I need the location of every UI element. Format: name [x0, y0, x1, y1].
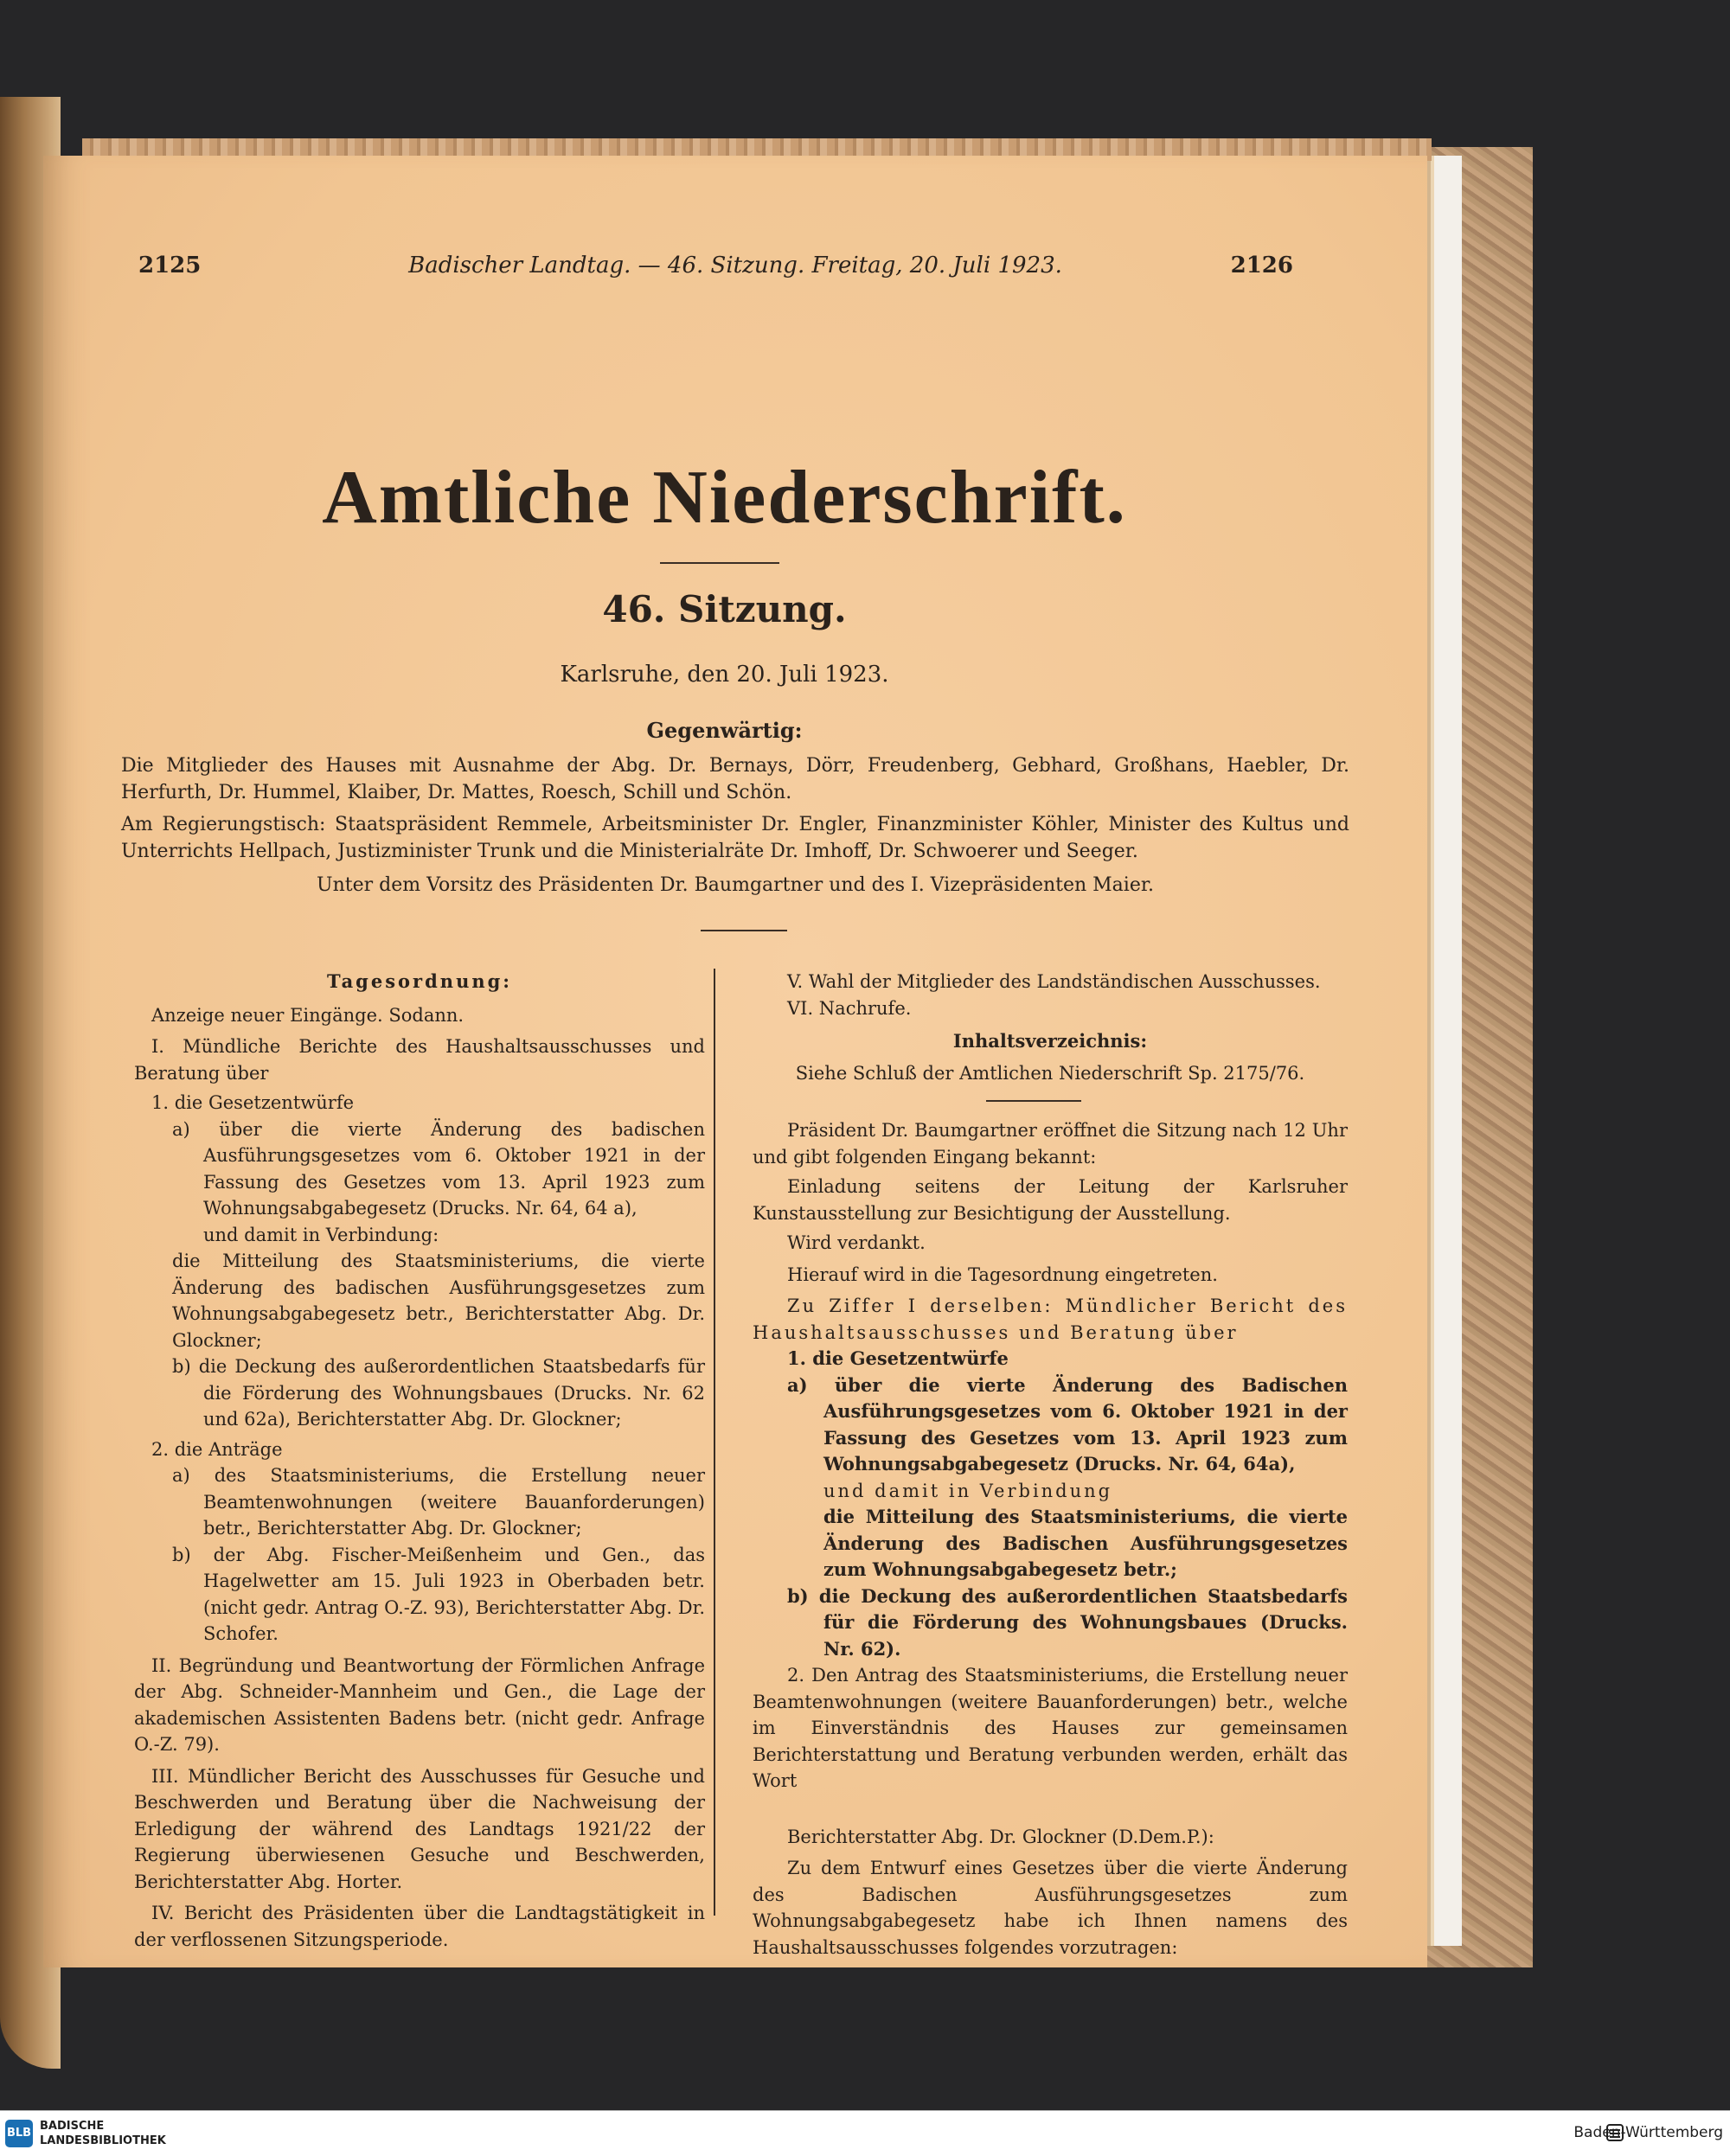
item-1-connection: und damit in Verbindung	[823, 1480, 1113, 1501]
library-name-line2: LANDESBIBLIOTHEK	[40, 2134, 166, 2147]
thanks-line: Wird verdankt.	[787, 1232, 926, 1253]
opening-paragraph: Präsident Dr. Baumgartner eröffnet die Sitzung nach 12 Uhr und gibt folgenden Eingang bekannt:	[753, 1120, 1348, 1168]
left-column	[134, 969, 705, 1953]
chair-paragraph: Unter dem Vorsitz des Präsidenten Dr. Baumgartner und des I. Vizepräsidenten Maier.	[317, 874, 1154, 896]
place-date: Karlsruhe, den 20. Juli 1923.	[560, 662, 889, 688]
item-1-paragraph: Zu Ziffer I derselben: Mündlicher Bericht des Haushaltsausschusses und Beratung über	[753, 1296, 1348, 1343]
title-divider	[660, 562, 779, 564]
agenda-item-5: V. Wahl der Mitglieder des Landständischen Ausschusses.	[787, 971, 1321, 992]
rapporteur-speech: Zu dem Entwurf eines Gesetzes über die vierte Änderung des Badischen Ausführungsgesetzes zum Wohnungsabgabegesetz habe ich Ihnen namens des Haushaltsausschusses folgendes vorzutragen:	[753, 1858, 1348, 1958]
item-1-draft-a: a) über die vierte Änderung des Badischen Ausführungsgesetzes vom 6. Oktober 1921 in der Fassung des Gesetzes vom 13. April 1923 zum Wohnungsabgabegesetz (Drucks. Nr. 64, 64a),	[787, 1373, 1348, 1475]
blb-logo[interactable]: BLB	[5, 2120, 33, 2147]
session-number: 46. Sitzung.	[602, 588, 847, 630]
agenda-item-1: I. Mündliche Berichte des Haushaltsausschusses und Beratung über	[134, 1036, 705, 1084]
rapporteur-line: Berichterstatter Abg. Dr. Glockner (D.Dem.P.):	[787, 1826, 1214, 1847]
agenda-item-6: VI. Nachrufe.	[787, 997, 912, 1019]
agenda-item-1-1a: a) über die vierte Änderung des badischen Ausführungsgesetzes vom 6. Oktober 1921 in der Fassung des Gesetzes vom 13. April 1923 zum Wohnungsabgabegesetz (Drucks. Nr. 64, 64 a),	[172, 1118, 705, 1219]
government-paragraph: Am Regierungstisch: Staatspräsident Remmele, Arbeitsminister Dr. Engler, Finanzminister Köhler, Minister des Kultus und Unterrichts Hellpach, Justizminister Trunk und die Ministerialräte Dr. Imhoff, Dr. Schwoerer und Seeger.	[121, 814, 1349, 862]
viewer-footer	[0, 2110, 1730, 2156]
present-heading: Gegenwärtig:	[646, 718, 803, 743]
agenda-entry-line: Hierauf wird in die Tagesordnung eingetreten.	[787, 1264, 1218, 1285]
item-1-communication: die Mitteilung des Staatsministeriums, die vierte Änderung des Badischen Ausführungsgesetzes zum Wohnungsabgabegesetz betr.;	[823, 1506, 1348, 1580]
agenda-communication: die Mitteilung des Staatsministeriums, die vierte Änderung des badischen Ausführungsgesetzes zum Wohnungsabgabegesetz betr., Berichterstatter Abg. Dr. Glockner;	[172, 1251, 705, 1351]
section-divider	[701, 930, 787, 931]
item-2-motion: 2. Den Antrag des Staatsministeriums, die Erstellung neuer Beamtenwohnungen (weitere Bauanforderungen) betr., welche im Einverständnis des Hauses zur gemeinsamen Berichterstattung und Beratung verbunden werden, erhält das Wort	[753, 1665, 1348, 1791]
agenda-item-2: II. Begründung und Beantwortung der Förmlichen Anfrage der Abg. Schneider-Mannheim und Gen., die Lage der akademischen Assistenten Badens betr. (nicht gedr. Anfrage O.-Z. 79).	[134, 1654, 705, 1755]
page-number-left: 2125	[138, 253, 202, 278]
state-name[interactable]: Baden-Württemberg	[1573, 2124, 1723, 2141]
members-paragraph: Die Mitglieder des Hauses mit Ausnahme der Abg. Dr. Bernays, Dörr, Freudenberg, Gebhard, Großhans, Haebler, Dr. Herfurth, Dr. Hummel, Klaiber, Dr. Mattes, Roesch, Schill und Schön.	[121, 755, 1349, 803]
agenda-item-4: IV. Bericht des Präsidenten über die Landtagstätigkeit in der verflossenen Sitzungsperiode.	[134, 1903, 705, 1950]
agenda-item-3: III. Mündlicher Bericht des Ausschusses für Gesuche und Beschwerden und Beratung über die Nachweisung der Erledigung der während des Landtags 1921/22 der Regierung überwiesenen Gesuche und Beschwerden, Berichterstatter Abg. Horter.	[134, 1765, 705, 1892]
item-1-drafts: 1. die Gesetzentwürfe	[787, 1347, 1009, 1369]
document-page	[43, 156, 1427, 1967]
right-column	[753, 969, 1348, 1961]
agenda-intro: Anzeige neuer Eingänge. Sodann.	[151, 1004, 465, 1026]
library-name-line1: BADISCHE	[40, 2120, 105, 2133]
contents-reference: Siehe Schluß der Amtlichen Niederschrift Sp. 2175/76.	[795, 1062, 1305, 1084]
library-name[interactable]	[40, 2119, 166, 2148]
contents-divider	[986, 1100, 1081, 1102]
column-divider	[714, 969, 715, 1916]
agenda-item-1-1b: b) die Deckung des außerordentlichen Staatsbedarfs für die Förderung des Wohnungsbaues (Drucks. Nr. 62 und 62a), Berichterstatter Abg. Dr. Glockner;	[172, 1356, 705, 1430]
agenda-connection: und damit in Verbindung:	[203, 1224, 439, 1245]
contents-heading: Inhaltsverzeichnis:	[952, 1030, 1148, 1052]
page-number-right: 2126	[1230, 253, 1293, 278]
document-title: Amtliche Niederschrift.	[322, 456, 1127, 540]
invitation-paragraph: Einladung seitens der Leitung der Karlsruher Kunstausstellung zur Besichtigung der Ausstellung.	[753, 1176, 1348, 1224]
item-1-draft-b: b) die Deckung des außerordentlichen Staatsbedarfs für die Förderung des Wohnungsbaues (Drucks. Nr. 62).	[787, 1584, 1348, 1660]
agenda-heading: Tagesordnung:	[326, 970, 513, 992]
agenda-item-1-2b: b) der Abg. Fischer-Meißenheim und Gen., das Hagelwetter am 15. Juli 1923 in Oberbaden betr. (nicht gedr. Antrag O.-Z. 93), Berichterstatter Abg. Dr. Schofer.	[172, 1544, 705, 1644]
agenda-item-1-1: 1. die Gesetzentwürfe	[151, 1092, 355, 1113]
agenda-item-1-2: 2. die Anträge	[151, 1438, 283, 1460]
running-header: Badischer Landtag. — 46. Sitzung. Freitag, 20. Juli 1923.	[408, 253, 1062, 278]
agenda-item-1-2a: a) des Staatsministeriums, die Erstellung neuer Beamtenwohnungen (weitere Bauanforderungen) betr., Berichterstatter Abg. Dr. Glockner;	[172, 1465, 705, 1539]
